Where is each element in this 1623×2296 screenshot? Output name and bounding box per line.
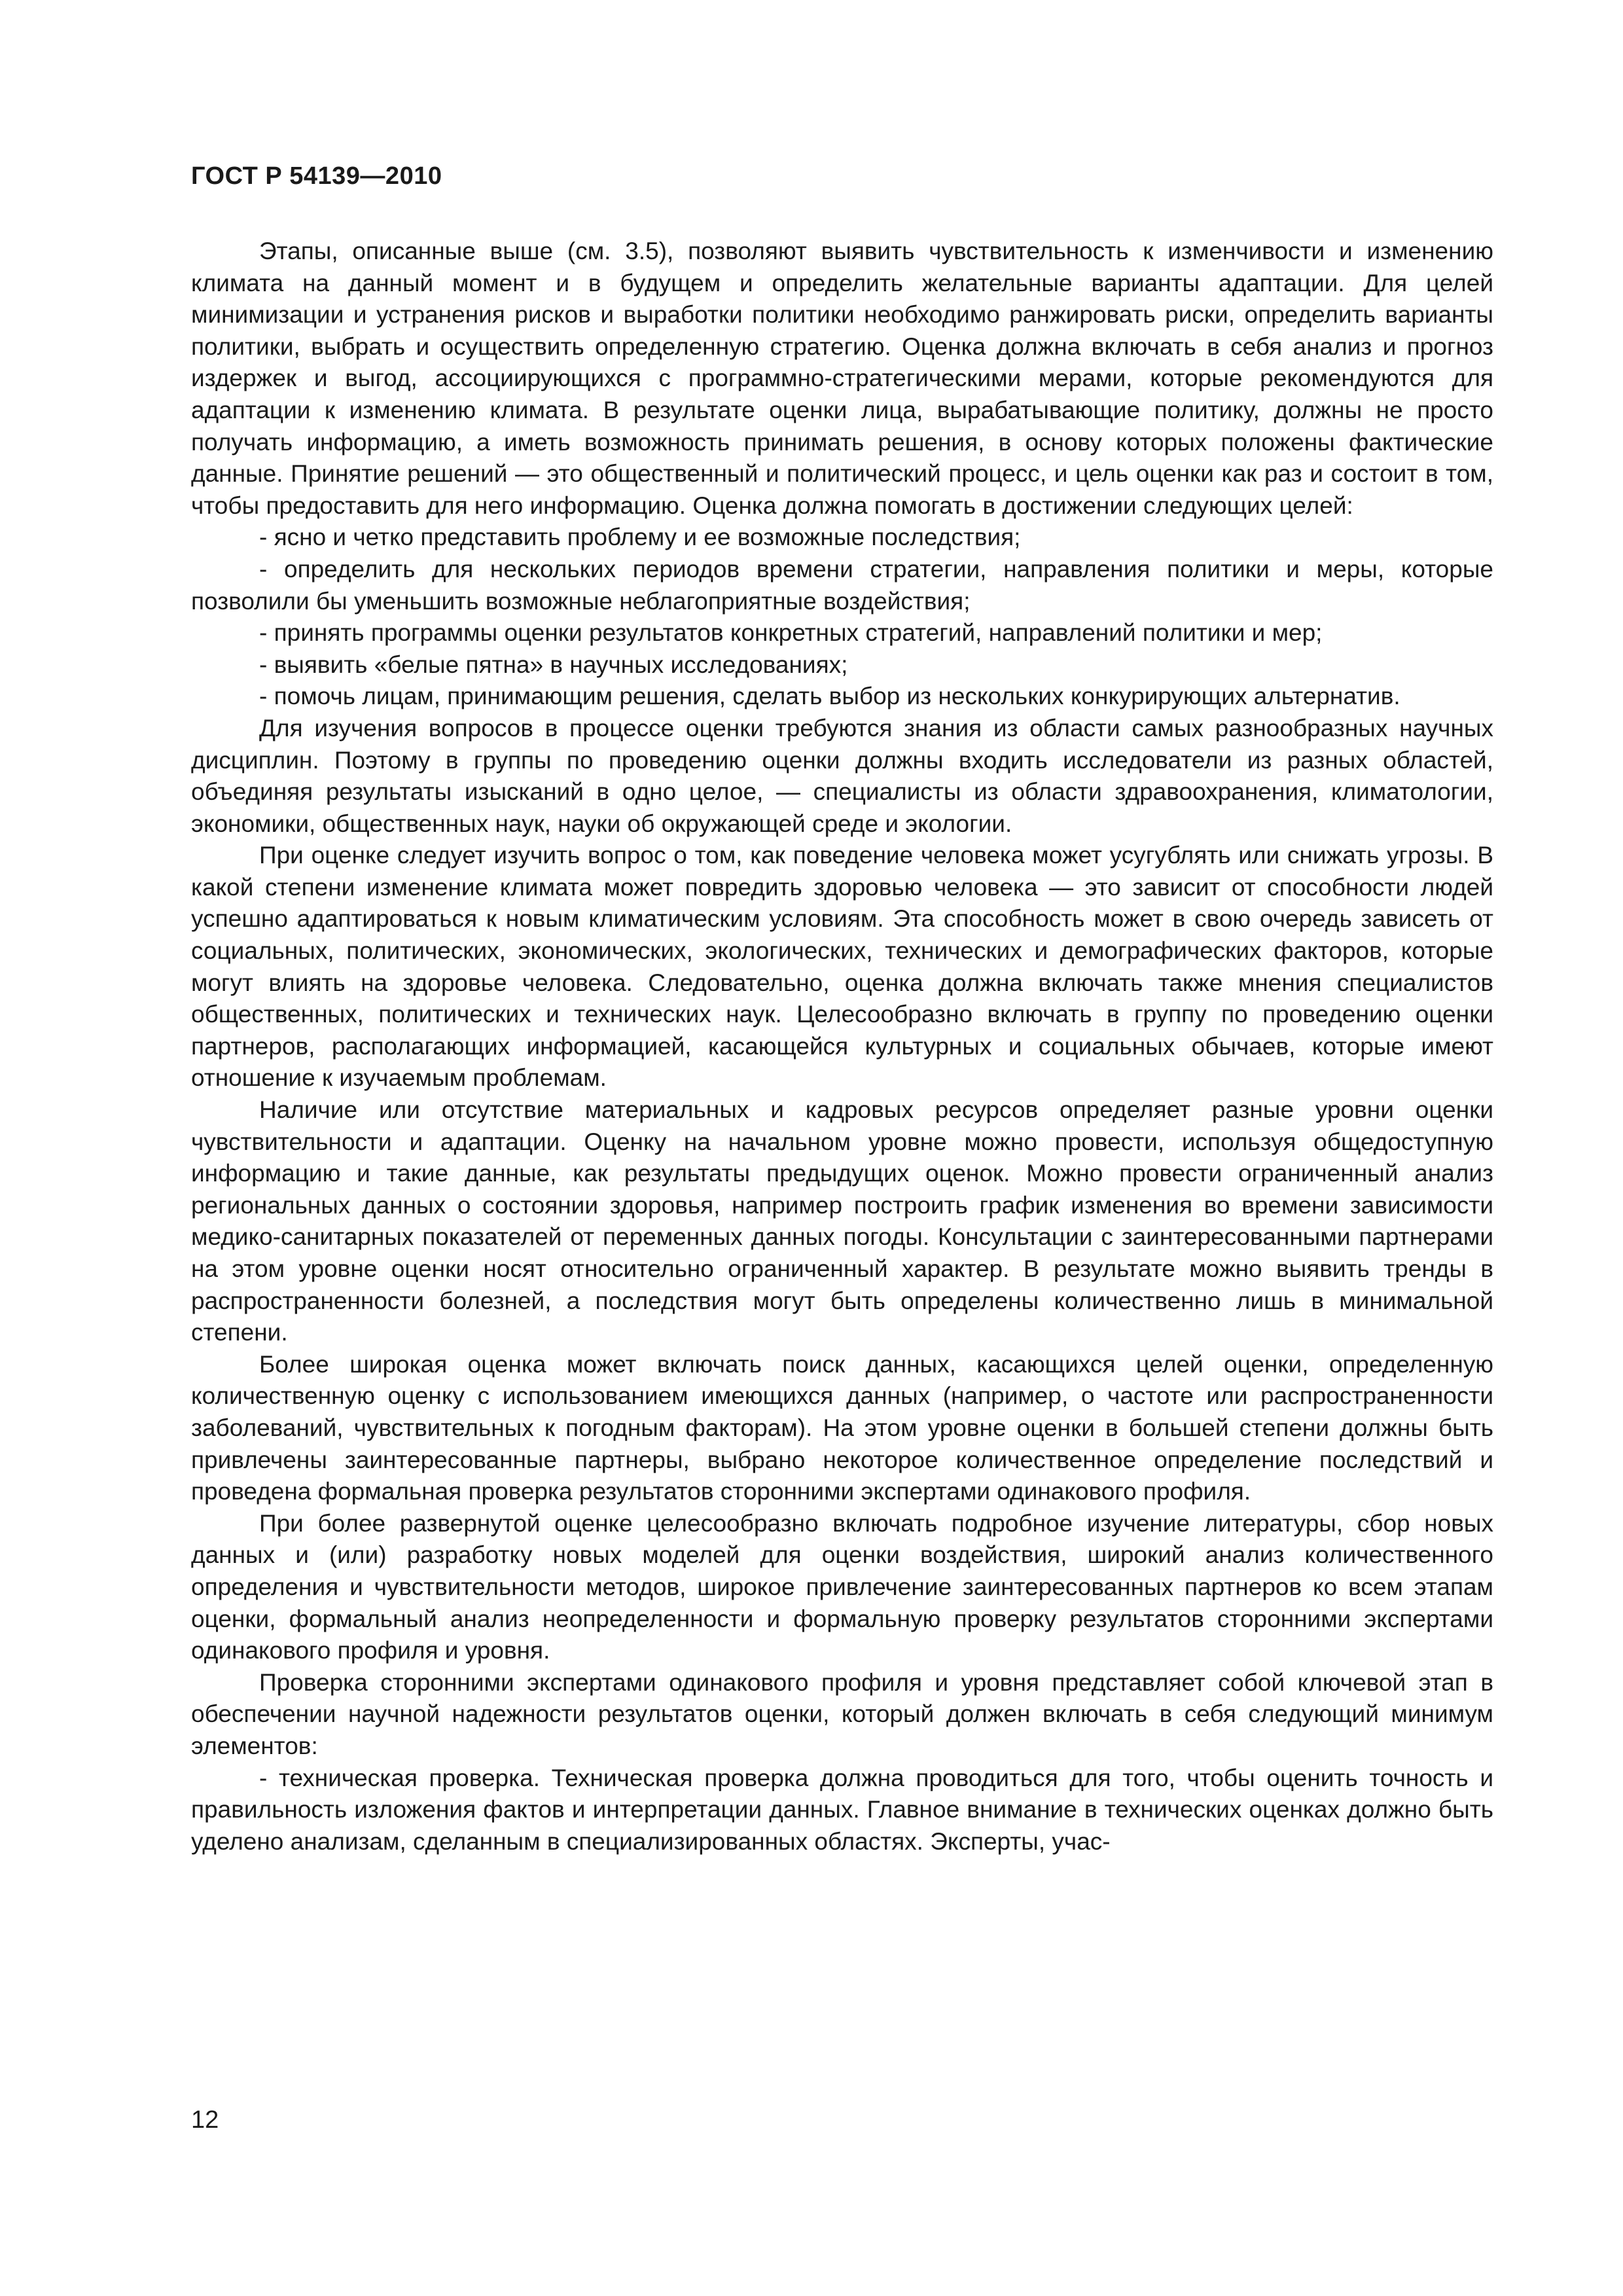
list-item: - техническая проверка. Техническая проверка должна проводиться для того, чтобы оценить точность и правильность изложения фактов и интерпретации данных. Главное внимание в технических оценках должно быть уделено анализам, сделанным в специализированных областях. Эксперты, учас-: [191, 1764, 1493, 1855]
page-number: 12: [191, 2106, 219, 2134]
document-code-header: ГОСТ Р 54139—2010: [191, 162, 442, 190]
list-item: - ясно и четко представить проблему и ее возможные последствия;: [259, 524, 1021, 551]
list-item: - помочь лицам, принимающим решения, сделать выбор из нескольких конкурирующих альтернатив.: [259, 683, 1400, 710]
paragraph-peer-review: Проверка сторонними экспертами одинакового профиля и уровня представляет собой ключевой этап в обеспечении научной надежности результатов оценки, который должен включать в себя следующий минимум элементов:: [191, 1668, 1493, 1759]
document-body: [191, 236, 1493, 1857]
list-item: - выявить «белые пятна» в научных исследованиях;: [259, 651, 848, 678]
paragraph-intro: Этапы, описанные выше (см. 3.5), позволяют выявить чувствительность к изменчивости и изменению климата на данный момент и в будущем и определить желательные варианты адаптации. Для целей минимизации и устранения рисков и выработки политики необходимо ранжировать риски, определить варианты политики, выбрать и осуществить определенную стратегию. Оценка должна включать в себя анализ и прогноз издержек и выгод, ассоциирующихся с программно-стратегическими мерами, которые рекомендуются для адаптации к изменению климата. В результате оценки лица, вырабатывающие политику, должны не просто получать информацию, а иметь возможность принимать решения, в основу которых положены фактические данные. Принятие решений — это общественный и политический процесс, и цель оценки как раз и состоит в том, чтобы предоставить для него информацию. Оценка должна помогать в достижении следующих целей:: [191, 238, 1493, 519]
list-item: - принять программы оценки результатов конкретных стратегий, направлений политики и мер;: [259, 619, 1323, 647]
paragraph-resources: Наличие или отсутствие материальных и кадровых ресурсов определяет разные уровни оценки чувствительности и адаптации. Оценку на начальном уровне можно провести, используя общедоступную информацию и такие данные, как результаты предыдущих оценок. Можно провести ограниченный анализ региональных данных о состоянии здоровья, например построить график изменения во времени зависимости медико-санитарных показателей от переменных данных погоды. Консультации с заинтересованными партнерами на этом уровне оценки носят относительно ограниченный характер. В результате можно выявить тренды в распространенности болезней, а последствия могут быть определены количественно лишь в минимальной степени.: [191, 1096, 1493, 1346]
list-item: - определить для нескольких периодов времени стратегии, направления политики и меры, которые позволили бы уменьшить возможные неблагоприятные воздействия;: [191, 555, 1493, 615]
paragraph-disciplines: Для изучения вопросов в процессе оценки требуются знания из области самых разнообразных научных дисциплин. Поэтому в группы по проведению оценки должны входить исследователи из разных областей, объединяя результаты изысканий в одно целое, — специалисты из области здравоохранения, климатологии, экономики, общественных наук, науки об окружающей среде и экологии.: [191, 714, 1493, 837]
paragraph-detailed-assessment: При более развернутой оценке целесообразно включать подробное изучение литературы, сбор новых данных и (или) разработку новых моделей для оценки воздействия, широкий анализ количественного определения и чувствительности методов, широкое привлечение заинтересованных партнеров ко всем этапам оценки, формальный анализ неопределенности и формальную проверку результатов сторонними экспертами одинакового профиля и уровня.: [191, 1509, 1493, 1664]
paragraph-broad-assessment: Более широкая оценка может включать поиск данных, касающихся целей оценки, определенную количественную оценку с использованием имеющихся данных (например, о частоте или распространенности заболеваний, чувствительных к погодным факторам). На этом уровне оценки в большей степени должны быть привлечены заинтересованные партнеры, выбрано некоторое количественное определение последствий и проведена формальная проверка результатов сторонними экспертами одинакового профиля.: [191, 1350, 1493, 1505]
paragraph-behavior: При оценке следует изучить вопрос о том, как поведение человека может усугублять или снижать угрозы. В какой степени изменение климата может повредить здоровью человека — это зависит от способности людей успешно адаптироваться к новым климатическим условиям. Эта способность может в свою очередь зависеть от социальных, политических, экономических, экологических, технических и демографических факторов, которые могут влиять на здоровье человека. Следовательно, оценка должна включать также мнения специалистов общественных, политических и технических наук. Целесообразно включать в группу по проведению оценки партнеров, располагающих информацией, касающейся культурных и социальных обычаев, которые имеют отношение к изучаемым проблемам.: [191, 842, 1493, 1092]
